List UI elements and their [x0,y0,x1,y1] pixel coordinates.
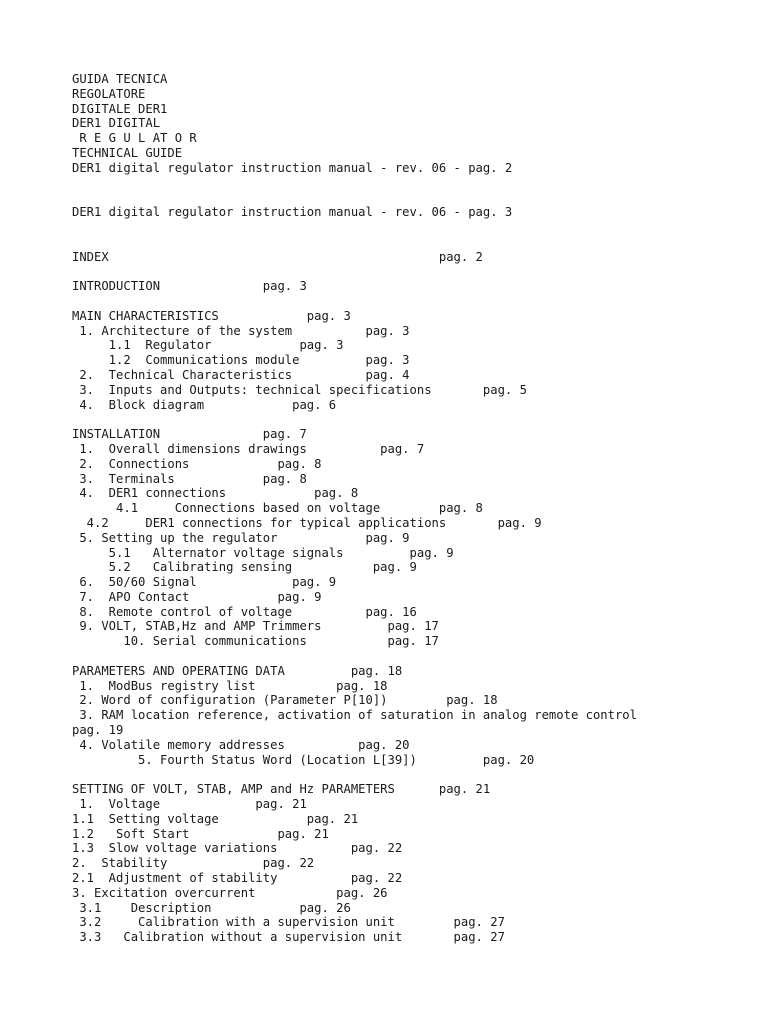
text-line: 3.2 Calibration with a supervision unit pag. 27 [72,915,505,930]
text-line: 2. Connections pag. 8 [72,456,322,471]
text-line: DER1 digital regulator instruction manual - rev. 06 - pag. 2 [72,160,513,175]
blank-line [72,294,752,309]
text-line: 4.1 Connections based on voltage pag. 8 [72,501,483,516]
text-line: 4.2 DER1 connections for typical applications pag. 9 [72,515,542,530]
text-line: 7. APO Contact pag. 9 [72,589,322,604]
text-line: 2. Stability pag. 22 [72,856,315,871]
text-line: INDEX pag. 2 [72,249,483,264]
text-line: 9. VOLT, STAB,Hz and AMP Trimmers pag. 17 [72,619,439,634]
blank-line [72,649,752,664]
blank-line [72,176,752,191]
text-line: 3. RAM location reference, activation of saturation in analog remote control [72,708,637,723]
text-line: TECHNICAL GUIDE [72,145,183,160]
text-line: 3. Terminals pag. 8 [72,471,307,486]
text-line: 3. Excitation overcurrent pag. 26 [72,885,388,900]
text-line: PARAMETERS AND OPERATING DATA pag. 18 [72,663,403,678]
text-line: 5.2 Calibrating sensing pag. 9 [72,560,417,575]
text-line: DIGITALE DER1 [72,101,168,116]
text-line: 1. Overall dimensions drawings pag. 7 [72,441,425,456]
text-line: DER1 DIGITAL [72,116,161,131]
blank-line [72,190,752,205]
text-line: 5.1 Alternator voltage signals pag. 9 [72,545,454,560]
blank-line [72,767,752,782]
text-line: 2. Technical Characteristics pag. 4 [72,367,410,382]
text-line: 4. Block diagram pag. 6 [72,397,337,412]
text-line: 3.3 Calibration without a supervision unit pag. 27 [72,930,505,945]
text-line: pag. 19 [72,723,124,738]
text-line: 2.1 Adjustment of stability pag. 22 [72,871,403,886]
text-line: 3.1 Description pag. 26 [72,900,351,915]
text-line: 1. ModBus registry list pag. 18 [72,678,388,693]
text-line: 6. 50/60 Signal pag. 9 [72,575,337,590]
text-line: 5. Setting up the regulator pag. 9 [72,530,410,545]
text-line: 4. Volatile memory addresses pag. 20 [72,737,410,752]
text-line: 5. Fourth Status Word (Location L[39]) pag. 20 [72,752,535,767]
text-line: 1.1 Setting voltage pag. 21 [72,811,359,826]
text-line: 1.1 Regulator pag. 3 [72,338,344,353]
text-line: 1. Voltage pag. 21 [72,797,307,812]
blank-line [72,235,752,250]
text-line: MAIN CHARACTERISTICS pag. 3 [72,308,351,323]
blank-line [72,220,752,235]
text-line: 1.2 Soft Start pag. 21 [72,826,329,841]
text-line: 1.3 Slow voltage variations pag. 22 [72,841,403,856]
text-line: 2. Word of configuration (Parameter P[10]) pag. 18 [72,693,498,708]
text-line: 8. Remote control of voltage pag. 16 [72,604,417,619]
text-line: 10. Serial communications pag. 17 [72,634,439,649]
text-line: SETTING OF VOLT, STAB, AMP and Hz PARAMETERS pag. 21 [72,782,491,797]
text-line: 1.2 Communications module pag. 3 [72,353,410,368]
text-line: 4. DER1 connections pag. 8 [72,486,359,501]
text-line: INTRODUCTION pag. 3 [72,279,307,294]
text-line: DER1 digital regulator instruction manual - rev. 06 - pag. 3 [72,205,513,220]
text-line: 3. Inputs and Outputs: technical specifications pag. 5 [72,382,527,397]
text-line: 1. Architecture of the system pag. 3 [72,323,410,338]
text-line: R E G U L AT O R [72,131,197,146]
blank-line [72,412,752,427]
text-line: REGOLATORE [72,86,146,101]
document-page [72,72,752,945]
blank-line [72,264,752,279]
text-line: GUIDA TECNICA [72,72,168,86]
text-line: INSTALLATION pag. 7 [72,427,307,442]
